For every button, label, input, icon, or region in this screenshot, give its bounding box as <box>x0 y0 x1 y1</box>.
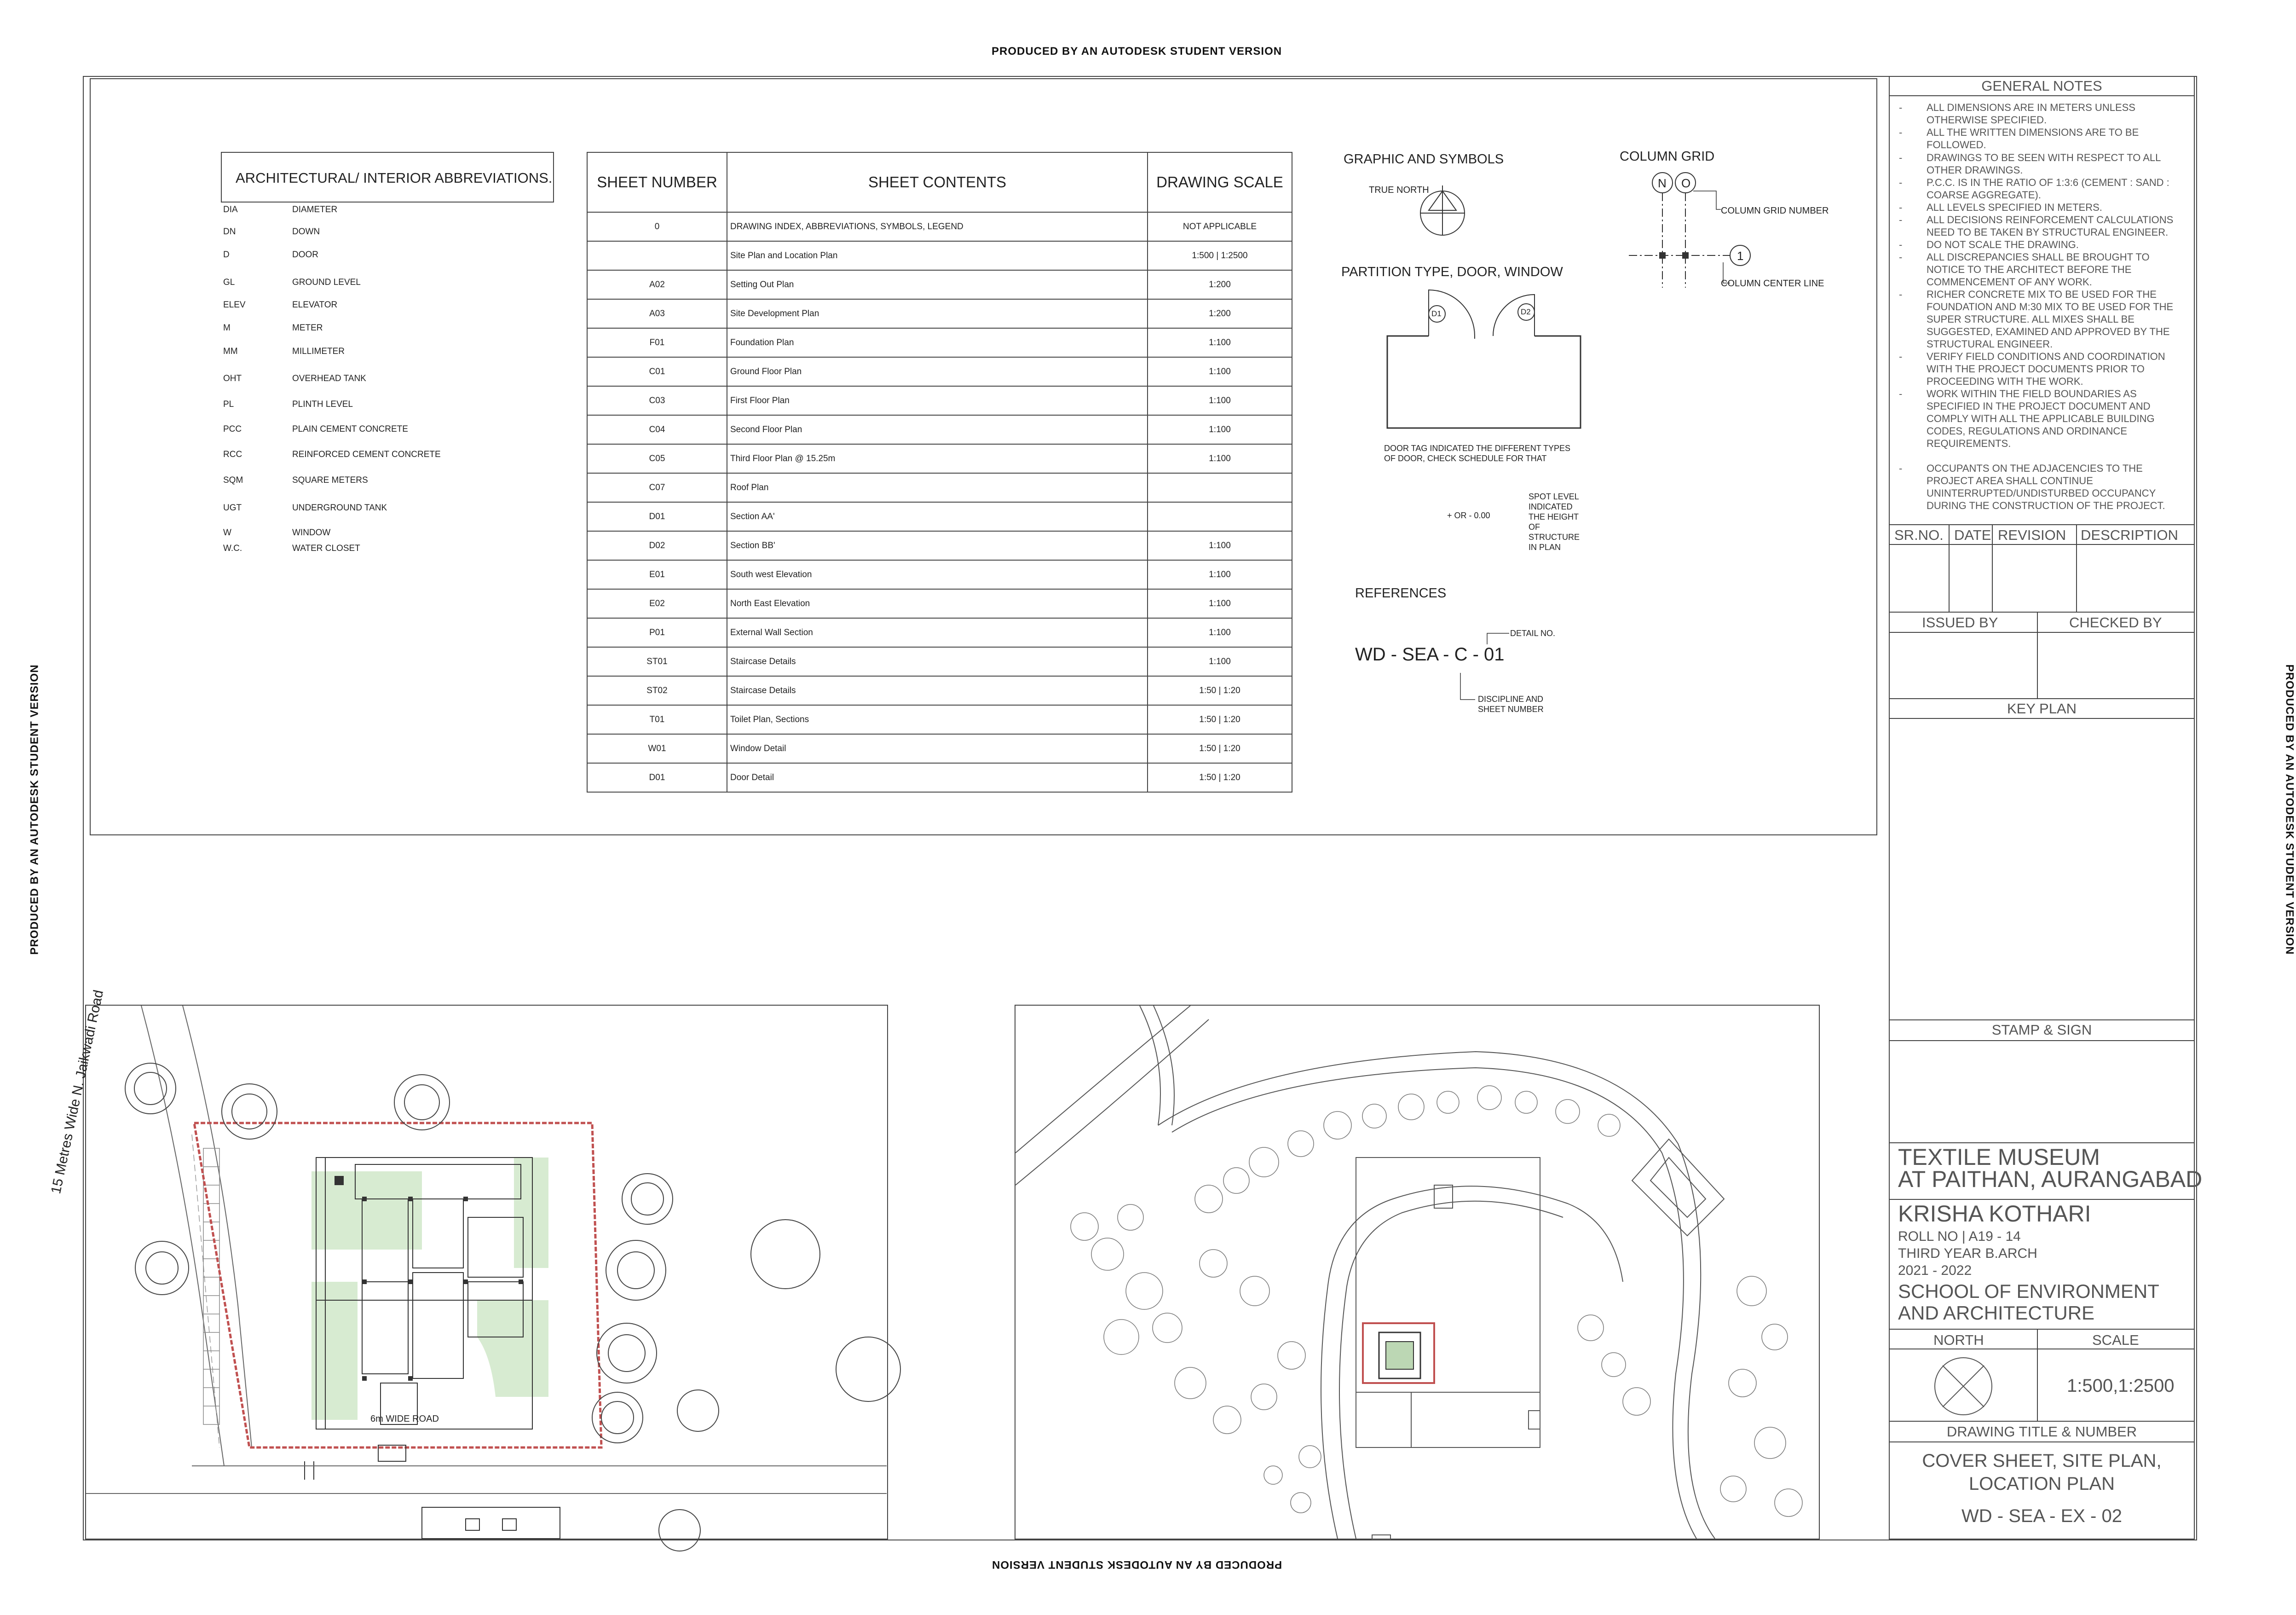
watermark-bottom: PRODUCED BY AN AUTODESK STUDENT VERSION <box>992 1558 1282 1571</box>
drawing-scale-cell: 1:50 | 1:20 <box>1148 705 1292 734</box>
abbr-item: RCC REINFORCED CEMENT CONCRETE <box>223 450 441 459</box>
north-arrow-icon <box>1931 1354 1996 1418</box>
table-row <box>587 763 1292 792</box>
abbr-item: D DOOR <box>223 250 318 260</box>
roll-number: ROLL NO | A19 - 14 <box>1898 1229 2021 1244</box>
drawing-scale-cell: 1:100 <box>1148 647 1292 676</box>
drawing-scale-cell: 1:100 <box>1148 531 1292 560</box>
table-row <box>587 212 1292 241</box>
col-sheet-contents: SHEET CONTENTS <box>727 152 1148 212</box>
sheet-number-cell: C07 <box>587 473 727 502</box>
sheet-contents-cell: Second Floor Plan <box>727 415 1148 444</box>
table-row <box>587 241 1292 270</box>
general-note: - ALL THE WRITTEN DIMENSIONS ARE TO BE FOLLOWED. <box>1899 127 2139 151</box>
academic-year: THIRD YEAR B.ARCH <box>1898 1246 2037 1261</box>
general-note: - WORK WITHIN THE FIELD BOUNDARIES AS SPECIFIED IN THE PROJECT DOCUMENT AND COMPLY WITH ALL THE APPLICABLE BUILDING CODES, REGULATIONS AND ORDINANCE REQUIREMENTS. <box>1899 388 2155 449</box>
watermark-right: PRODUCED BY AN AUTODESK STUDENT VERSION <box>2283 664 2296 955</box>
col-drawing-scale: DRAWING SCALE <box>1148 152 1292 212</box>
sheet-contents-cell: Staircase Details <box>727 676 1148 705</box>
drawing-scale-cell: 1:100 <box>1148 618 1292 647</box>
sheet-number-cell: 0 <box>587 212 727 241</box>
key-plan-label: KEY PLAN <box>2007 700 2077 717</box>
sheet-contents-cell: Section AA' <box>727 502 1148 531</box>
sheet-number-cell: T01 <box>587 705 727 734</box>
sheet-contents-cell: Window Detail <box>727 734 1148 763</box>
sheet-contents-cell: Foundation Plan <box>727 328 1148 357</box>
door-tag-note-2: OF DOOR, CHECK SCHEDULE FOR THAT <box>1384 454 1547 463</box>
drawing-scale-cell: 1:50 | 1:20 <box>1148 734 1292 763</box>
sheet-contents-cell: Site Development Plan <box>727 299 1148 328</box>
drawing-scale-cell <box>1148 473 1292 502</box>
sheet-contents-cell: DRAWING INDEX, ABBREVIATIONS, SYMBOLS, LEGEND <box>727 212 1148 241</box>
abbr-item: OHT OVERHEAD TANK <box>223 374 366 383</box>
partition-title: PARTITION TYPE, DOOR, WINDOW <box>1341 265 1563 279</box>
references-title: REFERENCES <box>1355 586 1447 601</box>
table-row <box>587 589 1292 618</box>
general-notes-title: GENERAL NOTES <box>1981 78 2102 94</box>
graphic-symbols-title: GRAPHIC AND SYMBOLS <box>1344 152 1504 167</box>
table-row <box>587 502 1292 531</box>
sheet-contents-cell: External Wall Section <box>727 618 1148 647</box>
true-north-label: TRUE NORTH <box>1369 185 1429 195</box>
drawing-scale-cell: 1:500 | 1:2500 <box>1148 241 1292 270</box>
abbr-item: DIA DIAMETER <box>223 205 338 214</box>
sheet-number-cell: E01 <box>587 560 727 589</box>
drawing-scale-cell: 1:200 <box>1148 270 1292 299</box>
reference-code: WD - SEA - C - 01 <box>1355 644 1505 665</box>
drawing-title-label: DRAWING TITLE & NUMBER <box>1946 1424 2137 1440</box>
general-note: - DO NOT SCALE THE DRAWING. <box>1899 239 2079 250</box>
general-note: - ALL DISCREPANCIES SHALL BE BROUGHT TO NOTICE TO THE ARCHITECT BEFORE THE COMMENCEMENT OF ANY WORK. <box>1899 251 2150 288</box>
sheet-number-cell: A03 <box>587 299 727 328</box>
general-note: - ALL LEVELS SPECIFIED IN METERS. <box>1899 202 2102 213</box>
abbr-item: DN DOWN <box>223 227 320 237</box>
sheet-number-cell: C04 <box>587 415 727 444</box>
table-row <box>587 299 1292 328</box>
table-row <box>587 415 1292 444</box>
sheet-number-cell: D02 <box>587 531 727 560</box>
sheet-contents-cell: Setting Out Plan <box>727 270 1148 299</box>
location-plan-drawing <box>1015 1006 1818 1539</box>
door-d1-tag: D1 <box>1431 309 1442 318</box>
checked-by-label: CHECKED BY <box>2069 614 2162 631</box>
door-d2-tag: D2 <box>1521 307 1531 316</box>
site-plan-drawing <box>86 1006 887 1539</box>
rev-col-description: DESCRIPTION <box>2081 527 2178 543</box>
spot-level-note: SPOT LEVEL INDICATED THE HEIGHT OF STRUCTURE IN PLAN <box>1529 492 1580 552</box>
sheet-index-table <box>587 152 1292 793</box>
abbr-item: PL PLINTH LEVEL <box>223 399 353 409</box>
sheet-number-cell: E02 <box>587 589 727 618</box>
table-row <box>587 618 1292 647</box>
sheet-number-cell: F01 <box>587 328 727 357</box>
rev-col-date: DATE <box>1954 527 1991 543</box>
sheet-number-cell: C01 <box>587 357 727 386</box>
drawing-scale-cell: 1:100 <box>1148 589 1292 618</box>
general-note: - OCCUPANTS ON THE ADJACENCIES TO THE PROJECT AREA SHALL CONTINUE UNINTERRUPTED/UNDISTURBED OCCUPANCY DURING THE CONSTRUCTION OF THE PROJECT. <box>1899 463 2165 511</box>
sheet-contents-cell: Roof Plan <box>727 473 1148 502</box>
sheet-number-cell: A02 <box>587 270 727 299</box>
discipline-label-2: SHEET NUMBER <box>1478 705 1544 714</box>
general-note: - ALL DECISIONS REINFORCEMENT CALCULATIONS NEED TO BE TAKEN BY STRUCTURAL ENGINEER. <box>1899 214 2174 238</box>
column-grid-number-label: COLUMN GRID NUMBER <box>1721 206 1829 216</box>
door-tag-note-1: DOOR TAG INDICATED THE DIFFERENT TYPES <box>1384 444 1571 453</box>
table-row <box>587 734 1292 763</box>
abbr-item: PCC PLAIN CEMENT CONCRETE <box>223 424 408 434</box>
school-name-1: SCHOOL OF ENVIRONMENT <box>1898 1280 2159 1302</box>
drawing-scale-cell: 1:50 | 1:20 <box>1148 763 1292 792</box>
drawing-scale-cell: 1:100 <box>1148 415 1292 444</box>
table-row <box>587 357 1292 386</box>
partition-door-diagram <box>1383 285 1585 437</box>
table-row <box>587 444 1292 473</box>
true-north-icon <box>1415 182 1470 242</box>
rev-col-revision: REVISION <box>1998 527 2066 543</box>
abbr-item: M METER <box>223 323 323 333</box>
spot-level-value: + OR - 0.00 <box>1447 511 1490 520</box>
stamp-sign-label: STAMP & SIGN <box>1991 1022 2092 1038</box>
road-bottom-label: 6m WIDE ROAD <box>370 1414 439 1424</box>
table-row <box>587 270 1292 299</box>
drawing-title-2: LOCATION PLAN <box>1968 1474 2115 1494</box>
table-row <box>587 531 1292 560</box>
watermark-top: PRODUCED BY AN AUTODESK STUDENT VERSION <box>992 45 1282 58</box>
abbr-item: GL GROUND LEVEL <box>223 278 361 287</box>
sheet-number-cell: C03 <box>587 386 727 415</box>
table-row <box>587 386 1292 415</box>
drawing-title-1: COVER SHEET, SITE PLAN, <box>1922 1451 2162 1471</box>
grid-1-label: 1 <box>1737 249 1744 263</box>
general-note: - VERIFY FIELD CONDITIONS AND COORDINATION WITH THE PROJECT DOCUMENTS PRIOR TO PROCEEDING WITH THE WORK. <box>1899 351 2165 387</box>
drawing-scale-cell: 1:100 <box>1148 560 1292 589</box>
issued-by-label: ISSUED BY <box>1922 614 1998 631</box>
rev-col-srno: SR.NO. <box>1894 527 1944 543</box>
column-center-line-label: COLUMN CENTER LINE <box>1721 278 1824 289</box>
sheet-number-cell: ST02 <box>587 676 727 705</box>
project-title-1: TEXTILE MUSEUM <box>1898 1144 2100 1170</box>
table-row <box>587 647 1292 676</box>
sheet-contents-cell: Third Floor Plan @ 15.25m <box>727 444 1148 473</box>
sheet-contents-cell: Staircase Details <box>727 647 1148 676</box>
col-sheet-number: SHEET NUMBER <box>587 152 727 212</box>
table-row <box>587 560 1292 589</box>
grid-o-label: O <box>1681 176 1691 190</box>
drawing-scale-cell: NOT APPLICABLE <box>1148 212 1292 241</box>
scale-value: 1:500,1:2500 <box>2067 1376 2175 1396</box>
abbr-item: ELEV ELEVATOR <box>223 300 338 310</box>
general-note: - RICHER CONCRETE MIX TO BE USED FOR THE FOUNDATION AND M:30 MIX TO BE USED FOR THE SUPER STRUCTURE. ALL MIXES SHALL BE SUGGESTED, EXAMINED AND APPROVED BY THE STRUCTURAL ENGINEER. <box>1899 289 2174 350</box>
school-name-2: AND ARCHITECTURE <box>1898 1302 2095 1324</box>
abbr-item: W.C. WATER CLOSET <box>223 544 360 553</box>
drawing-scale-cell: 1:100 <box>1148 386 1292 415</box>
road-left-label: 15 Metres Wide N. Jaikwadi Road <box>48 989 107 1195</box>
table-row <box>587 328 1292 357</box>
sheet-number-cell: C05 <box>587 444 727 473</box>
sheet-number-cell: D01 <box>587 502 727 531</box>
sheet-contents-cell: Section BB' <box>727 531 1148 560</box>
drawing-scale-cell <box>1148 502 1292 531</box>
drawing-scale-cell: 1:50 | 1:20 <box>1148 676 1292 705</box>
drawing-scale-cell: 1:200 <box>1148 299 1292 328</box>
watermark-left: PRODUCED BY AN AUTODESK STUDENT VERSION <box>28 664 41 955</box>
scale-label: SCALE <box>2092 1332 2139 1348</box>
sheet-number-cell <box>587 241 727 270</box>
discipline-label-1: DISCIPLINE AND <box>1478 695 1544 704</box>
drawing-scale-cell: 1:100 <box>1148 444 1292 473</box>
abbr-item: MM MILLIMETER <box>223 347 345 356</box>
table-row <box>587 473 1292 502</box>
general-note: - ALL DIMENSIONS ARE IN METERS UNLESS OTHERWISE SPECIFIED. <box>1899 102 2135 126</box>
column-grid-diagram <box>1624 168 1808 297</box>
sheet-contents-cell: Toilet Plan, Sections <box>727 705 1148 734</box>
student-name: KRISHA KOTHARI <box>1898 1201 2091 1227</box>
abbr-item: W WINDOW <box>223 528 331 538</box>
sheet-contents-cell: South west Elevation <box>727 560 1148 589</box>
sheet-contents-cell: Ground Floor Plan <box>727 357 1148 386</box>
drawing-scale-cell: 1:100 <box>1148 357 1292 386</box>
sheet-number-cell: ST01 <box>587 647 727 676</box>
detail-no-label: DETAIL NO. <box>1510 629 1556 638</box>
drawing-number: WD - SEA - EX - 02 <box>1961 1506 2122 1526</box>
sheet-contents-cell: First Floor Plan <box>727 386 1148 415</box>
north-label: NORTH <box>1933 1332 1984 1348</box>
abbreviations-title: ARCHITECTURAL/ INTERIOR ABBREVIATIONS. <box>221 152 554 203</box>
table-row <box>587 705 1292 734</box>
grid-n-label: N <box>1658 176 1667 190</box>
sheet-contents-cell: Door Detail <box>727 763 1148 792</box>
column-grid-title: COLUMN GRID <box>1620 149 1715 164</box>
drawing-scale-cell: 1:100 <box>1148 328 1292 357</box>
sheet-number-cell: W01 <box>587 734 727 763</box>
sheet-contents-cell: North East Elevation <box>727 589 1148 618</box>
sheet-number-cell: P01 <box>587 618 727 647</box>
sheet-contents-cell: Site Plan and Location Plan <box>727 241 1148 270</box>
general-note: - DRAWINGS TO BE SEEN WITH RESPECT TO ALL OTHER DRAWINGS. <box>1899 152 2161 176</box>
session: 2021 - 2022 <box>1898 1263 1972 1278</box>
abbr-item: UGT UNDERGROUND TANK <box>223 503 387 513</box>
abbr-item: SQM SQUARE METERS <box>223 475 368 485</box>
sheet-number-cell: D01 <box>587 763 727 792</box>
table-row <box>587 676 1292 705</box>
project-title-2: AT PAITHAN, AURANGABAD <box>1898 1166 2203 1192</box>
general-note: - P.C.C. IS IN THE RATIO OF 1:3:6 (CEMENT : SAND : COARSE AGGREGATE). <box>1899 177 2169 201</box>
title-block <box>1889 76 2203 1540</box>
